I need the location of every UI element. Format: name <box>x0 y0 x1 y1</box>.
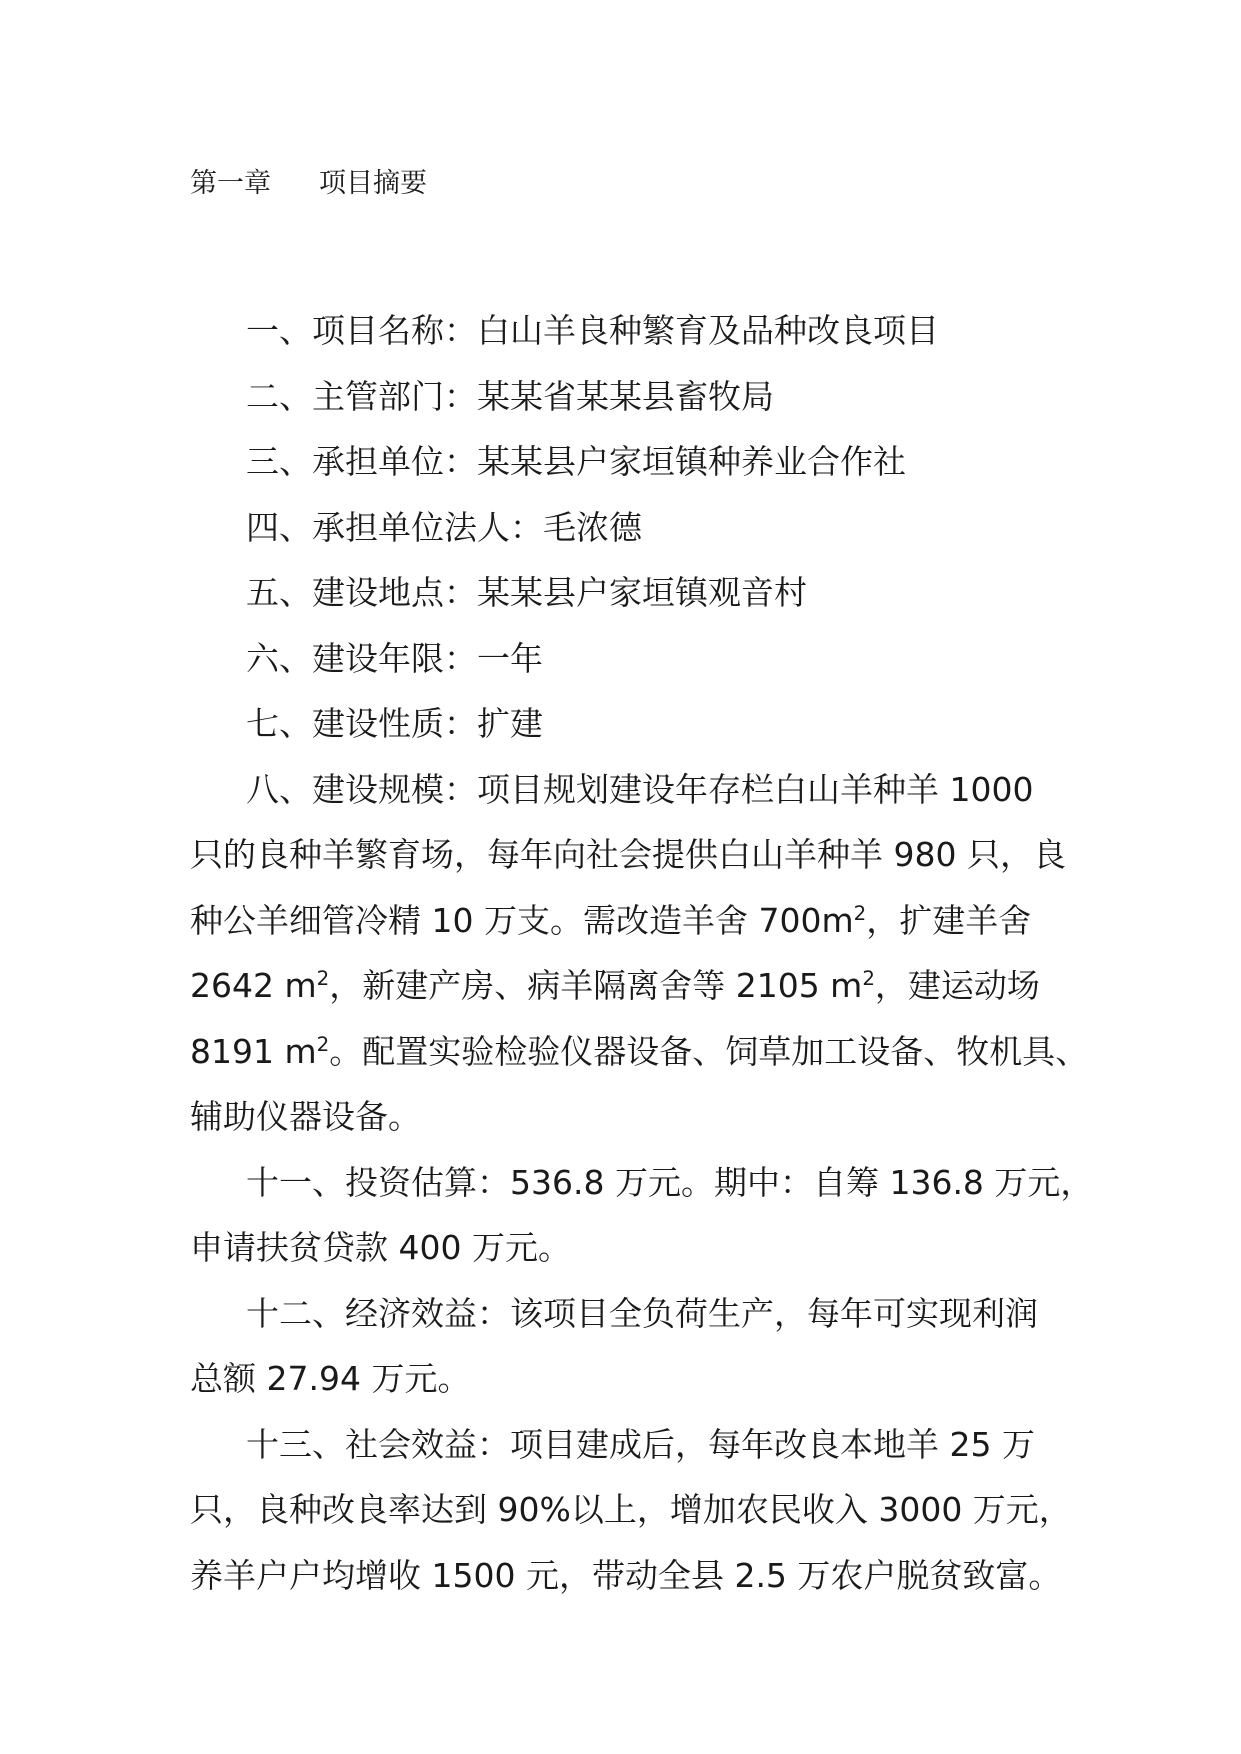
social-line-3: 养羊户户均增收 1500 元，带动全县 2.5 万农户脱贫致富。 <box>190 1555 1062 1595</box>
item-nature: 七、建设性质：扩建 <box>246 704 543 743</box>
scale-line-3: 种公羊细管冷精 10 万支。需改造羊舍 $700m^2$，扩建羊舍 <box>190 900 1032 940</box>
paragraph-construction-scale <box>190 757 1089 1150</box>
scale-line-1: 八、建设规模：项目规划建设年存栏白山羊种羊 1000 <box>246 769 1034 809</box>
item-undertaker: 三、承担单位：某某县户家垣镇种养业合作社 <box>246 442 906 481</box>
item-project-name: 一、项目名称：白山羊良种繁育及品种改良项目 <box>246 311 939 350</box>
document-body <box>190 298 1094 1608</box>
scale-line-4: 2642 $m^2$，新建产房、病羊隔离舍等 2105 $m^2$，建运动场 <box>190 966 1040 1005</box>
scale-line-2: 只的良种羊繁育场，每年向社会提供白山羊种羊 980 只，良 <box>190 835 1066 874</box>
paragraph-economic-benefit <box>190 1281 1060 1412</box>
chapter-title: 项目摘要 <box>319 168 427 199</box>
scale-line-6: 辅助仪器设备。 <box>190 1097 421 1136</box>
paragraph-investment <box>190 1150 1094 1281</box>
investment-line-2: 申请扶贫贷款 400 万元。 <box>190 1228 571 1267</box>
item-duration: 六、建设年限：一年 <box>246 638 543 678</box>
investment-line-1: 十一、投资估算：536.8 万元。期中：自筹 136.8 万元， <box>246 1162 1094 1202</box>
item-location: 五、建设地点：某某县户家垣镇观音村 <box>246 573 807 612</box>
scale-line-5: 8191 $m^2$。配置实验检验仪器设备、饲草加工设备、牧机具、 <box>190 1031 1089 1071</box>
chapter-number: 第一章 <box>190 168 271 199</box>
social-line-1: 十三、社会效益：项目建成后，每年改良本地羊 25 万 <box>246 1424 1035 1464</box>
item-legal-person: 四、承担单位法人：毛浓德 <box>246 507 642 547</box>
economic-line-1: 十二、经济效益：该项目全负荷生产，每年可实现利润 <box>246 1293 1038 1333</box>
paragraph-social-benefit <box>190 1412 1072 1609</box>
social-line-2: 只，良种改良率达到 90%以上，增加农民收入 3000 万元， <box>190 1490 1072 1529</box>
economic-line-2: 总额 27.94 万元。 <box>190 1359 471 1398</box>
item-department: 二、主管部门：某某省某某县畜牧局 <box>246 376 774 416</box>
chapter-heading <box>190 166 427 202</box>
